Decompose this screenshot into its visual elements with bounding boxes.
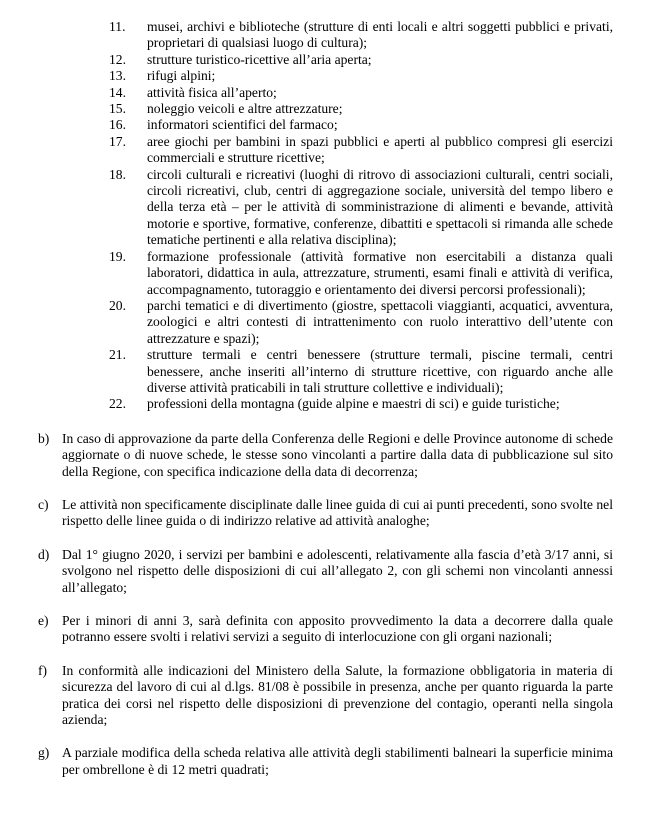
list-item-19 (109, 249, 649, 298)
list-item-text: aree giochi per bambini in spazi pubblici e aperti al pubblico compresi gli esercizi commerciali e strutture ricettive; (147, 133, 613, 166)
list-item-text: informatori scientifici del farmaco; (147, 117, 338, 133)
list-item-11 (109, 19, 649, 52)
list-item-number: 18. (109, 166, 126, 182)
list-item-text: formazione professionale (attività formative non esercitabili a distanza quali laboratori, didattica in aula, attrezzature, strumenti, esami finali e attività di verifica, accompagnamento, tutoraggio e orientamento dei diversi percorsi professionali); (147, 248, 613, 297)
list-item-13 (109, 68, 649, 84)
list-item-number: 14. (109, 84, 126, 100)
list-item-number: 22. (109, 396, 126, 412)
paragraph-text: Le attività non specificamente disciplinate dalle linee guida di cui ai punti precedenti, sono svolte nel rispetto delle linee guida o di indirizzo relative ad attività analoghe; (62, 496, 613, 529)
paragraph-d (38, 547, 649, 596)
list-item-number: 15. (109, 101, 126, 117)
list-item-number: 13. (109, 68, 126, 84)
list-item-text: strutture turistico-ricettive all’aria aperta; (147, 51, 372, 67)
list-item-15 (109, 101, 649, 117)
list-item-20 (109, 298, 649, 347)
paragraph-g (38, 745, 649, 778)
paragraph-c (38, 497, 649, 530)
paragraph-letter: f) (38, 662, 48, 678)
paragraph-f (38, 663, 649, 729)
list-item-12 (109, 52, 649, 68)
paragraph-text: Per i minori di anni 3, sarà definita con apposito provvedimento la data a decorrere dalla quale potranno essere svolti i relativi servizi a seguito di interlocuzione con gli organi nazionali; (62, 613, 613, 645)
list-item-text: parchi tematici e di divertimento (giostre, spettacoli viaggianti, acquatici, avventura, zoologici e altri contesti di intrattenimento con ruolo interattivo dell’utente con attrezzature e spazi); (147, 297, 613, 346)
paragraph-b (38, 431, 649, 480)
lettered-list (0, 431, 649, 779)
paragraph-letter: g) (38, 745, 50, 761)
paragraph-letter: c) (38, 496, 49, 512)
list-item-number: 20. (109, 297, 126, 313)
list-item-text: noleggio veicoli e altre attrezzature; (147, 101, 343, 117)
list-item-17 (109, 134, 649, 167)
list-item-text: strutture termali e centri benessere (strutture termali, piscine termali, centri benessere, anche inseriti all’interno di strutture ricettive, con riguardo anche alle diverse attività praticabili in tali strutture collettive e individuali); (147, 347, 613, 395)
list-item-number: 21. (109, 347, 126, 363)
list-item-21 (109, 347, 649, 396)
paragraph-text: In conformità alle indicazioni del Ministero della Salute, la formazione obbligatoria in materia di sicurezza del lavoro di cui al d.lgs. 81/08 è possibile in presenza, anche per quanto riguarda la parte pratica dei corsi nel rispetto delle disposizioni di prevenzione del contagio, operanti nella singola azienda; (62, 662, 613, 728)
paragraph-e (38, 613, 649, 646)
list-item-18 (109, 167, 649, 249)
paragraph-text: Dal 1° giugno 2020, i servizi per bambini e adolescenti, relativamente alla fascia d’età 3/17 anni, si svolgono nel rispetto delle disposizioni di cui all’allegato 2, con gli schemi non vincolanti annessi all’allegato; (62, 546, 613, 595)
list-item-number: 17. (109, 133, 126, 149)
list-item-number: 12. (109, 51, 126, 67)
list-item-text: rifugi alpini; (147, 68, 216, 84)
numbered-list (0, 19, 649, 413)
list-item-22 (109, 396, 649, 412)
paragraph-text: In caso di approvazione da parte della Conferenza delle Regioni e delle Province autonome di schede aggiornate o di nuove schede, le stesse sono vincolanti a partire dalla data di pubblicazione sul sito della Regione, con specifica indicazione della data di decorrenza; (62, 430, 613, 479)
list-item-number: 19. (109, 248, 126, 264)
list-item-text: professioni della montagna (guide alpine e maestri di sci) e guide turistiche; (147, 396, 560, 412)
paragraph-letter: e) (38, 613, 49, 628)
paragraph-letter: b) (38, 430, 50, 446)
list-item-number: 16. (109, 117, 126, 133)
list-item-text: musei, archivi e biblioteche (strutture di enti locali e altri soggetti pubblici e privati, proprietari di qualsiasi luogo di cultura); (147, 19, 613, 51)
paragraph-text: A parziale modifica della scheda relativa alle attività degli stabilimenti balneari la superficie minima per ombrellone è di 12 metri quadrati; (62, 745, 613, 777)
paragraph-letter: d) (38, 546, 50, 562)
list-item-text: attività fisica all’aperto; (147, 84, 277, 100)
list-item-16 (109, 117, 649, 133)
list-item-number: 11. (109, 19, 126, 34)
list-item-14 (109, 85, 649, 101)
list-item-text: circoli culturali e ricreativi (luoghi di ritrovo di associazioni culturali, centri sociali, circoli ricreativi, club, centri di aggregazione sociale, università del tempo libero e della terza età – per le attività di somministrazione di alimenti e bevande, attività motorie e sportive, formative, conferenze, dibattiti e spettacoli si rimanda alle schede tematiche pertinenti e alla relativa disciplina); (147, 166, 613, 248)
